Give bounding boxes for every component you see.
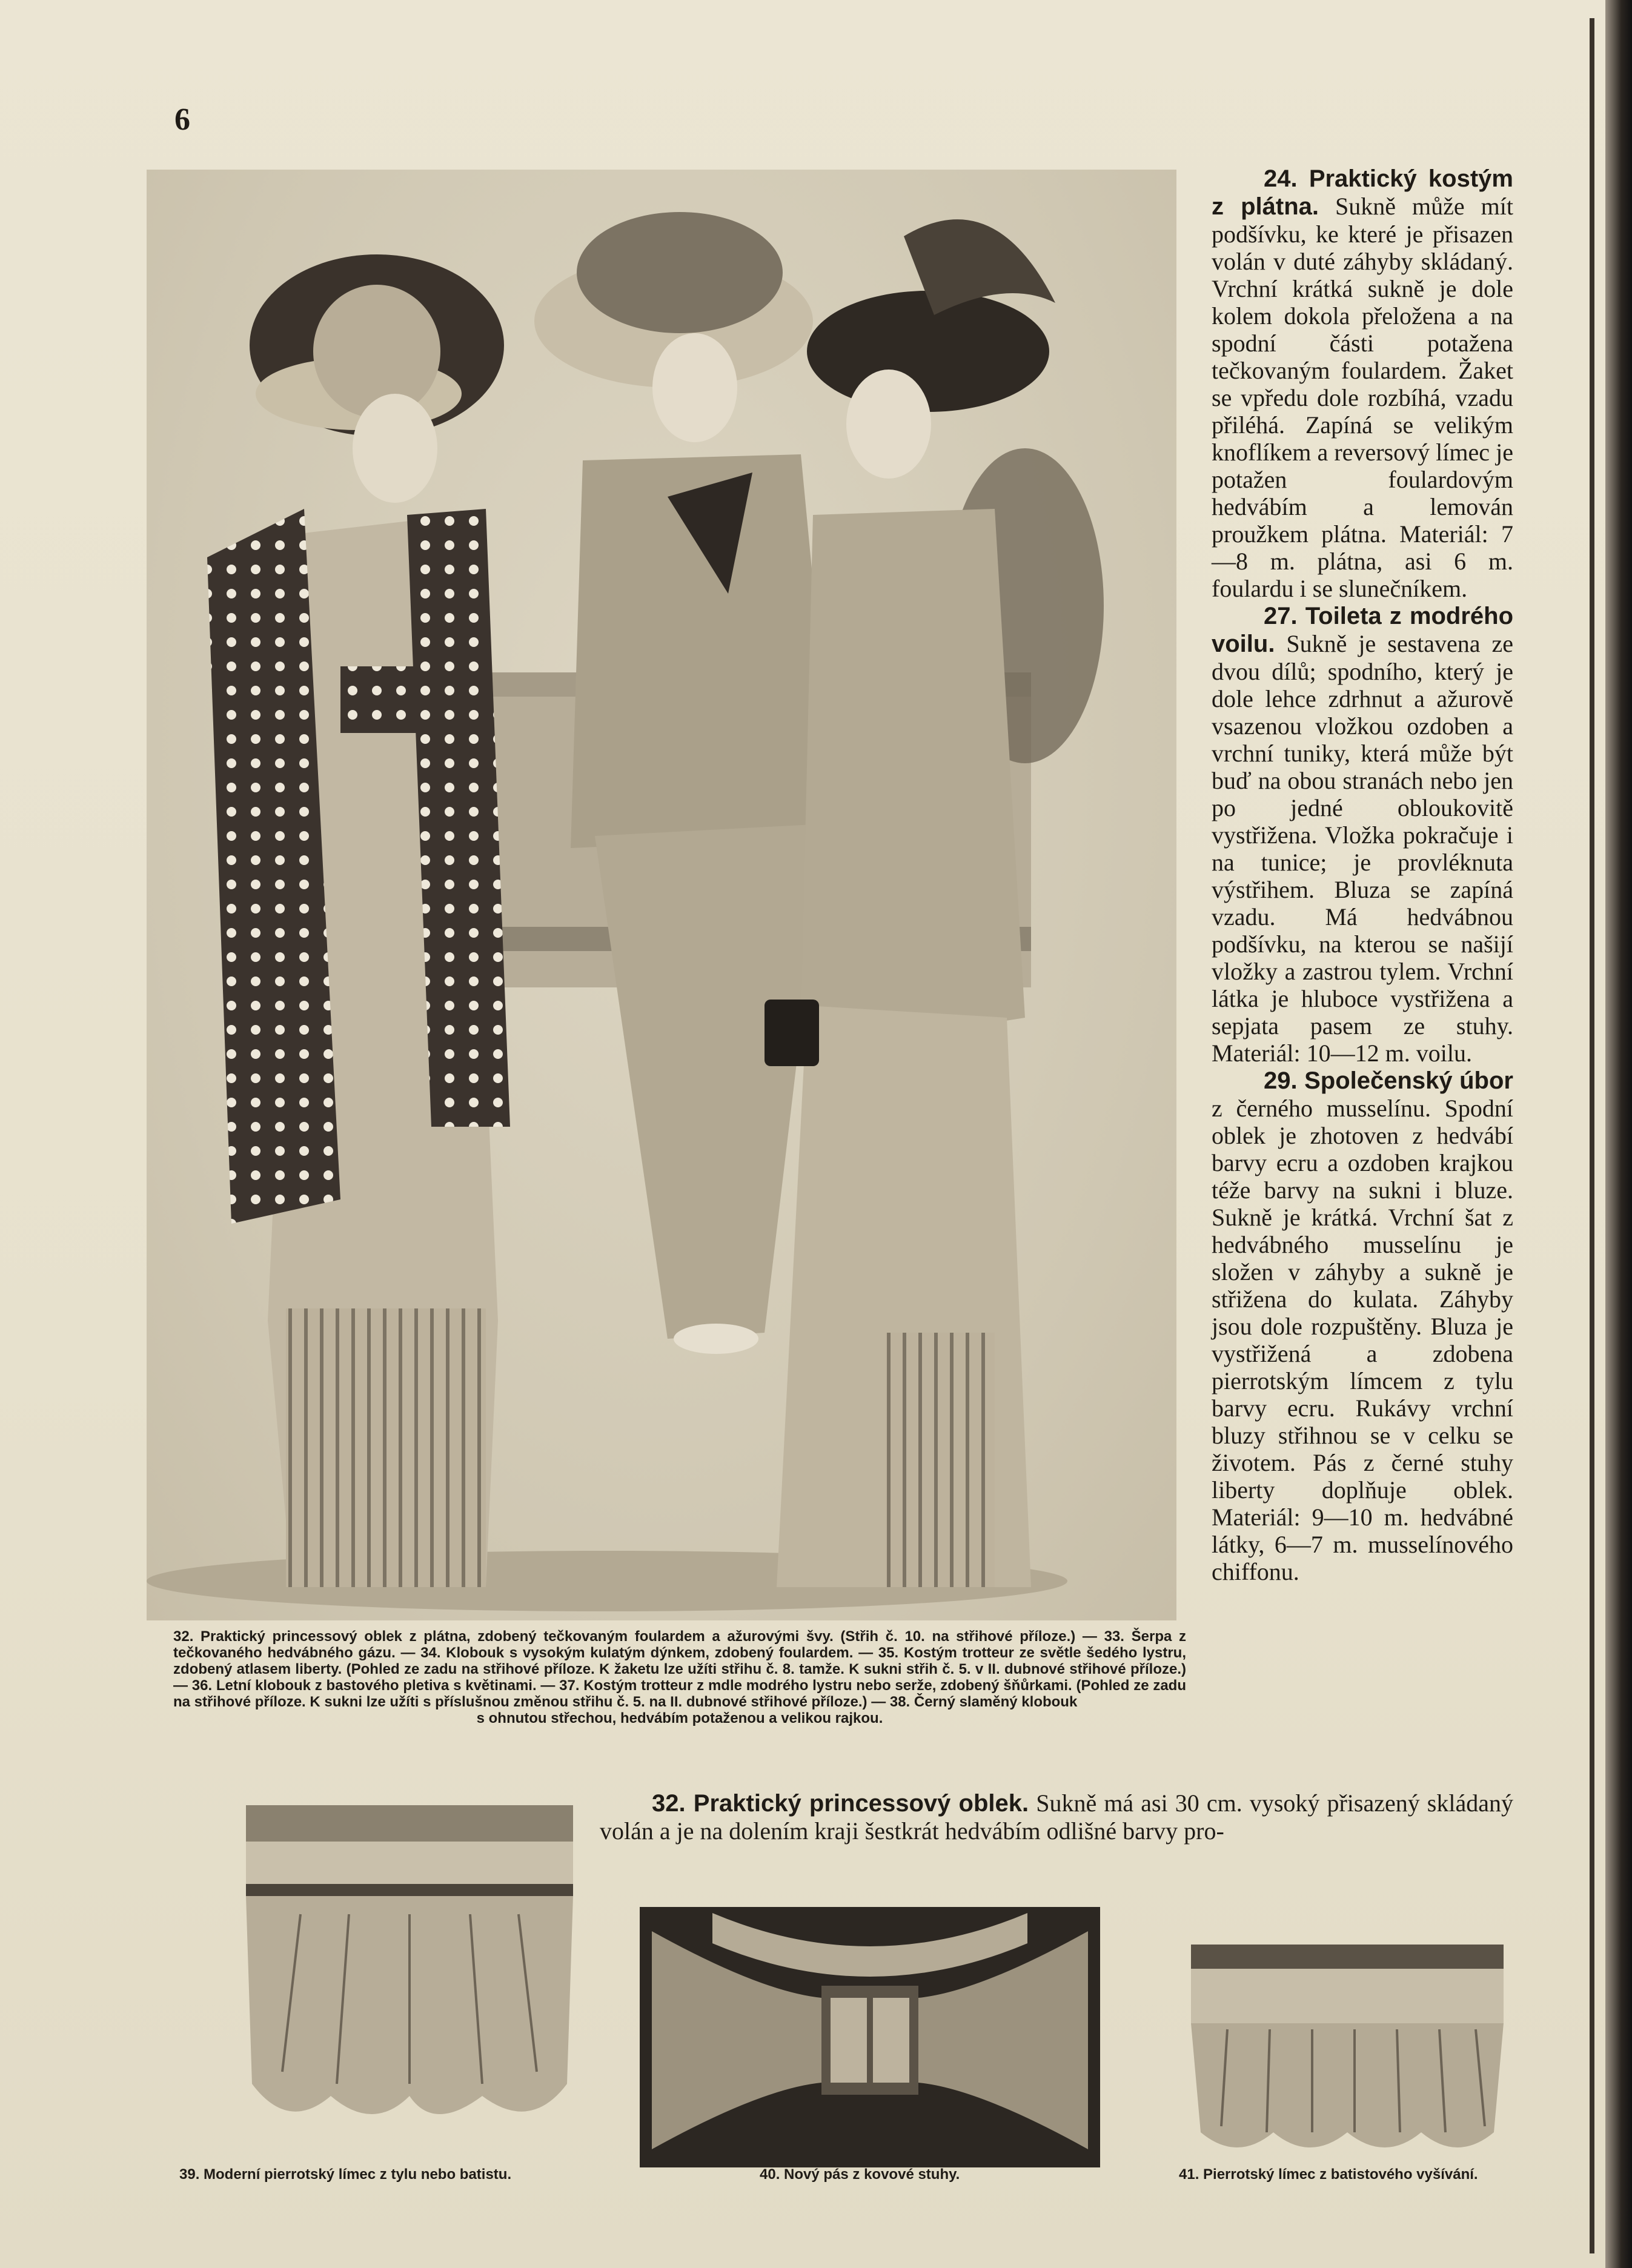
illustration-caption — [173, 1628, 1186, 1726]
caption-39: 39. Moderní pierrotský límec z tylu nebo batistu. — [179, 2166, 512, 2183]
article-24-heading: 24. Praktický kostým z plátna. — [1212, 165, 1513, 220]
illustration-caption-text: 32. Praktický princessový oblek z plátna, zdobený tečkovaným foulardem a ažurovými švy. (Střih č. 10. na střihové příloze.) — 33. Šerpa z tečkovaného hedvábného gázu. — 34. Klobouk s vysokým kulatým dýnkem, zdobený foulardem. — 35. Kostým trotteur ze světle šedého lystru, zdobený atlasem liberty. (Pohled ze zadu na střihové příloze. K žaketu lze užíti střihu č. 8. tamže. K sukni střih č. 5. v II. dubnové střihové příloze.) — 36. Letní klobouk z bastového pletiva s květinami. — 37. Kostým trotteur z mdle modrého lystru nebo serže, zdobený šňůrkami. (Pohled ze zadu na střihové příloze. K sukni lze užíti s příslušnou změnou střihu č. 5. na II. dubnové střihové příloze.) — 38. Černý slaměný klobouk — [173, 1628, 1186, 1710]
article-24-text: Sukně může mít podšívku, ke které je přisazen volán v duté záhyby skládaný. Vrchní krátká sukně je dole kolem dokola přeložena a na spodní části potažena tečkovaným foulardem. Žaket se vpředu dole rozbíhá, vzadu přiléhá. Zapíná se velikým knoflíkem a reversový límec je potažen foulardovým hedvábím a lemován proužkem plátna. Materiál: 7—8 m. plátna, asi 6 m. foulardu i se slunečníkem. — [1212, 193, 1513, 602]
article-24 — [1212, 165, 1513, 602]
page-number: 6 — [174, 102, 190, 137]
article-32-heading: 32. Praktický princessový oblek. — [652, 1790, 1029, 1817]
article-27 — [1212, 602, 1513, 1067]
collar-illustration-39 — [228, 1793, 591, 2144]
fashion-plate-drawing — [147, 170, 1176, 1620]
page-edge-shadow — [1605, 0, 1632, 2268]
page-edge-line — [1590, 18, 1594, 2253]
belt-40-drawing — [640, 1907, 1100, 2167]
belt-illustration-40 — [640, 1907, 1100, 2167]
article-29 — [1212, 1067, 1513, 1585]
collar-39-drawing — [228, 1793, 591, 2144]
article-27-text: Sukně je sestavena ze dvou dílů; spodního, který je dole lehce zdrhnut a ažurově vsazenou vložkou ozdoben a vrchní tuniky, která může být buď na obou stranách nebo jen po jedné obloukovitě vystřižena. Vložka pokračuje i na tunice; je provléknuta výstřihem. Bluza se zapíná vzadu. Má hedvábnou podšívku, na kterou se našijí vložky a zastrou tylem. Vrchní látka je hluboce vystřižena a sepjata pasem ze stuhy. Materiál: 10—12 m. voilu. — [1212, 630, 1513, 1067]
illustration-caption-last-line: s ohnutou střechou, hedvábím potaženou a velikou rajkou. — [476, 1710, 883, 1726]
article-32-paragraph — [600, 1789, 1513, 1845]
collar-illustration-41 — [1179, 1932, 1516, 2167]
caption-41: 41. Pierrotský límec z batistového vyšívání. — [1179, 2166, 1478, 2183]
article-text-column — [1212, 165, 1513, 1585]
article-29-text: z černého musselínu. Spodní oblek je zhotoven z hedvábí barvy ecru a ozdoben krajkou téže barvy na sukni i bluze. Sukně je krátká. Vrchní šat z hedvábného musselínu je složen v záhyby a sukně je střižena do kulata. Záhyby jsou dole rozpuštěny. Bluza je vystřižená a zdobena pierrotským límcem z tylu barvy ecru. Rukávy vrchní bluzy střihnou se v celku se životem. Pás z černé stuhy liberty doplňuje oblek. Materiál: 9—10 m. hedvábné látky, 6—7 m. musselínového chiffonu. — [1212, 1095, 1513, 1585]
article-32-text: Sukně má asi 30 cm. vysoký přisazený skládaný volán a je na dolením kraji šestkrát hedvábím odlišné barvy pro- — [600, 1789, 1513, 1845]
collar-41-drawing — [1179, 1932, 1516, 2167]
fashion-illustration-three-women — [147, 170, 1176, 1620]
caption-40: 40. Nový pás z kovové stuhy. — [760, 2166, 960, 2183]
article-29-heading: 29. Společenský úbor — [1264, 1067, 1513, 1094]
article-27-heading: 27. Toileta z modrého voilu. — [1212, 603, 1513, 657]
